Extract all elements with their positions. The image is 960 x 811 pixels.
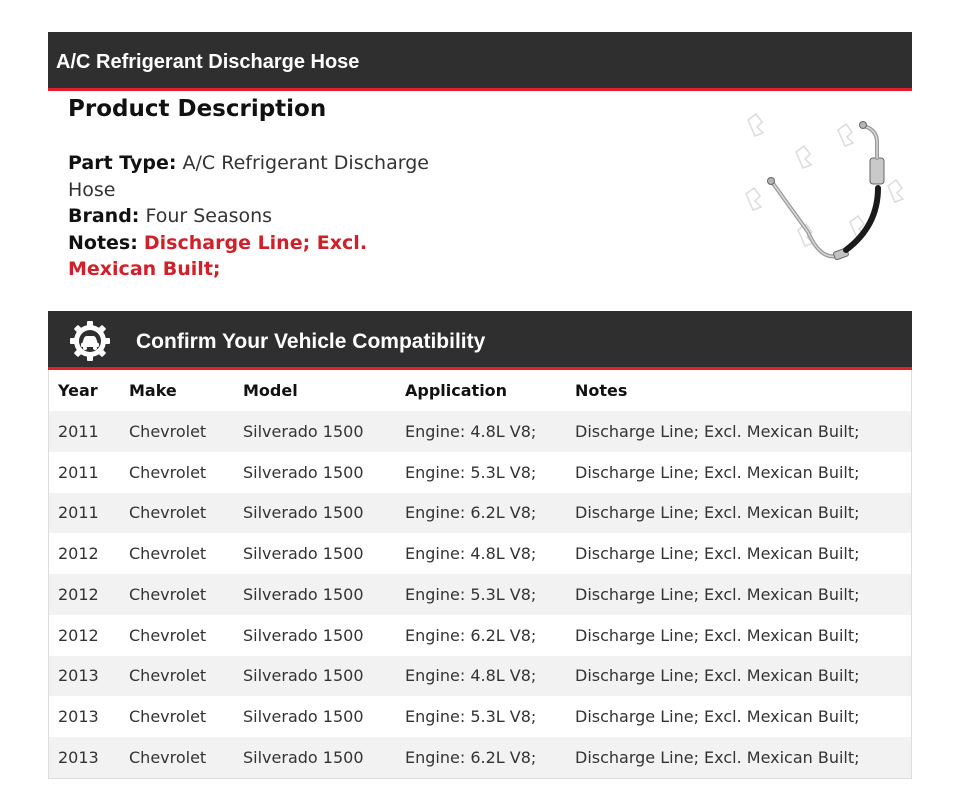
cell-notes: Discharge Line; Excl. Mexican Built;	[575, 707, 860, 727]
cell-year: 2012	[58, 625, 99, 645]
cell-application: Engine: 5.3L V8;	[405, 584, 537, 604]
cell-notes: Discharge Line; Excl. Mexican Built;	[575, 421, 860, 441]
cell-model: Silverado 1500	[243, 625, 364, 645]
table-row	[49, 452, 911, 493]
compatibility-title: Confirm Your Vehicle Compatibility	[136, 330, 486, 353]
column-header-year: Year	[58, 381, 98, 400]
table-row	[49, 533, 911, 574]
column-header-make: Make	[129, 381, 177, 400]
cell-application: Engine: 6.2L V8;	[405, 747, 537, 767]
column-header-model: Model	[243, 381, 298, 400]
cell-make: Chevrolet	[129, 503, 207, 523]
ac-discharge-hose-image	[738, 102, 908, 272]
table-row	[49, 696, 911, 737]
notes-label: Notes:	[68, 231, 138, 254]
cell-model: Silverado 1500	[243, 462, 364, 482]
cell-model: Silverado 1500	[243, 544, 364, 564]
cell-application: Engine: 5.3L V8;	[405, 462, 537, 482]
column-header-notes: Notes	[575, 381, 628, 400]
cell-notes: Discharge Line; Excl. Mexican Built;	[575, 747, 860, 767]
cell-make: Chevrolet	[129, 462, 207, 482]
cell-application: Engine: 6.2L V8;	[405, 503, 537, 523]
cell-year: 2011	[58, 462, 99, 482]
brand-value: Four Seasons	[145, 205, 273, 227]
notes-value: Discharge Line; Excl. Mexican Built;	[68, 231, 368, 280]
compatibility-table-container	[48, 370, 912, 779]
table-row	[49, 493, 911, 534]
cell-make: Chevrolet	[129, 707, 207, 727]
table-header-row	[49, 370, 911, 411]
compatibility-table	[49, 370, 911, 778]
cell-make: Chevrolet	[129, 625, 207, 645]
cell-year: 2011	[58, 503, 99, 523]
cell-year: 2011	[58, 421, 99, 441]
part-type-label: Part Type:	[68, 152, 177, 174]
cell-notes: Discharge Line; Excl. Mexican Built;	[575, 544, 860, 564]
column-header-application: Application	[405, 381, 508, 400]
cell-model: Silverado 1500	[243, 747, 364, 767]
product-title: A/C Refrigerant Discharge Hose	[56, 51, 360, 73]
table-row	[49, 574, 911, 615]
cell-model: Silverado 1500	[243, 707, 364, 727]
table-row	[49, 737, 911, 778]
cell-year: 2012	[58, 544, 99, 564]
cell-application: Engine: 4.8L V8;	[405, 421, 537, 441]
cell-notes: Discharge Line; Excl. Mexican Built;	[575, 462, 860, 482]
cell-model: Silverado 1500	[243, 584, 364, 604]
table-row	[49, 411, 911, 452]
cell-notes: Discharge Line; Excl. Mexican Built;	[575, 503, 860, 523]
cell-application: Engine: 6.2L V8;	[405, 625, 537, 645]
product-details	[68, 150, 458, 283]
cell-year: 2013	[58, 747, 99, 767]
table-row	[49, 615, 911, 656]
cell-application: Engine: 4.8L V8;	[405, 666, 537, 686]
cell-year: 2013	[58, 666, 99, 686]
cell-year: 2012	[58, 584, 99, 604]
cell-notes: Discharge Line; Excl. Mexican Built;	[575, 584, 860, 604]
cell-notes: Discharge Line; Excl. Mexican Built;	[575, 666, 860, 686]
cell-model: Silverado 1500	[243, 666, 364, 686]
cell-make: Chevrolet	[129, 544, 207, 564]
cell-model: Silverado 1500	[243, 421, 364, 441]
table-row	[49, 656, 911, 697]
product-description-heading: Product Description	[68, 96, 327, 122]
brand-row	[68, 203, 458, 230]
cell-application: Engine: 5.3L V8;	[405, 707, 537, 727]
cell-make: Chevrolet	[129, 584, 207, 604]
gear-car-icon	[68, 319, 112, 363]
compatibility-banner	[48, 311, 912, 370]
product-title-banner	[48, 32, 912, 91]
cell-make: Chevrolet	[129, 747, 207, 767]
cell-notes: Discharge Line; Excl. Mexican Built;	[575, 625, 860, 645]
brand-label: Brand:	[68, 205, 140, 227]
cell-year: 2013	[58, 707, 99, 727]
notes-row	[68, 230, 458, 283]
cell-application: Engine: 4.8L V8;	[405, 544, 537, 564]
cell-model: Silverado 1500	[243, 503, 364, 523]
part-type-row	[68, 150, 458, 203]
part-type-value: A/C Refrigerant Discharge Hose	[68, 152, 429, 201]
cell-make: Chevrolet	[129, 421, 207, 441]
cell-make: Chevrolet	[129, 666, 207, 686]
